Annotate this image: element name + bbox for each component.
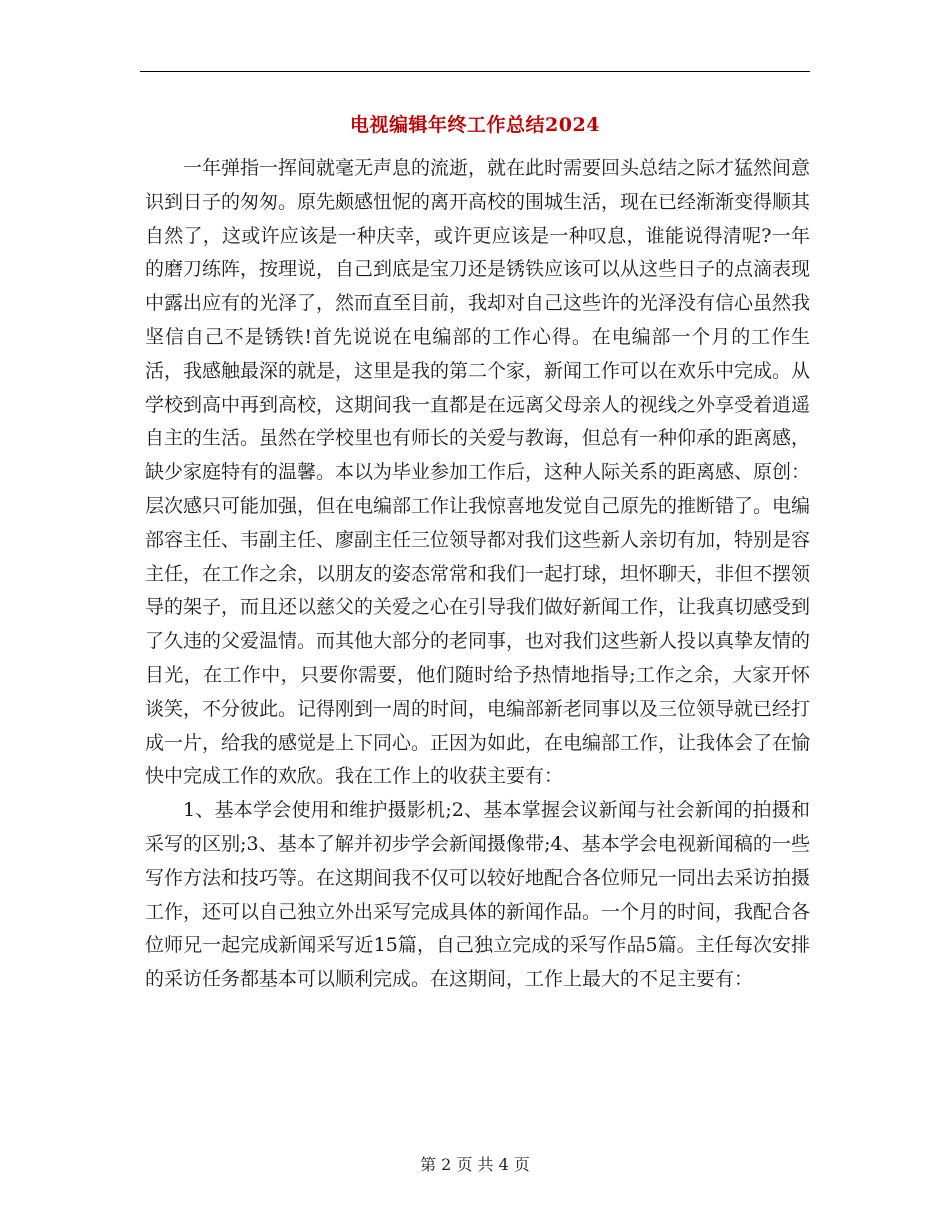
page-number: 第 2 页 共 4 页 [420,1155,530,1174]
document-title: 电视编辑年终工作总结2024 [350,114,600,136]
paragraph-gains: 1、基本学会使用和维护摄影机;2、基本掌握会议新闻与社会新闻的拍摄和采写的区别;3、基本了解并初步学会新闻摄像带;4、基本学会电视新闻稿的一些写作方法和技巧等。在这期间我不仅可以较好地配合各位师兄一同出去采访拍摄工作，还可以自己独立外出采写完成具体的新闻作品。一个月的时间，我配合各位师兄一起完成新闻采写近15篇，自己独立完成的采写作品5篇。主任每次安排的采访任务都基本可以顺利完成。在这期间，工作上最大的不足主要有： [145,799,811,991]
header-rule [140,71,810,72]
paragraph-intro: 一年弹指一挥间就毫无声息的流逝，就在此时需要回头总结之际才猛然间意识到日子的匆匆。原先颇感忸怩的离开高校的围城生活，现在已经渐渐变得顺其自然了，这或许应该是一种庆幸，或许更应该是一种叹息，谁能说得清呢?一年的磨刀练阵，按理说，自己到底是宝刀还是锈铁应该可以从这些日子的点滴表现中露出应有的光泽了，然而直至目前，我却对自己这些许的光泽没有信心虽然我坚信自己不是锈铁!首先说说在电编部的工作心得。在电编部一个月的工作生活，我感触最深的就是，这里是我的第二个家，新闻工作可以在欢乐中完成。从学校到高中再到高校，这期间我一直都是在远离父母亲人的视线之外享受着逍遥自主的生活。虽然在学校里也有师长的关爱与教诲，但总有一种仰承的距离感，缺少家庭特有的温馨。本以为毕业参加工作后，这种人际关系的距离感、原创： 层次感只可能加强，但在电编部工作让我惊喜地发觉自己原先的推断错了。电编部容主任、韦副主任、廖副主任三位领导都对我们这些新人亲切有加，特别是容主任，在工作之余，以朋友的姿态常常和我们一起打球，坦怀聊天，非但不摆领导的架子，而且还以慈父的关爱之心在引导我们做好新闻工作，让我真切感受到了久违的父爱温情。而其他大部分的老同事，也对我们这些新人投以真挚友情的目光，在工作中，只要你需要，他们随时给予热情地指导;工作之余，大家开怀谈笑，不分彼此。记得刚到一周的时间，电编部新老同事以及三位领导就已经打成一片，给我的感觉是上下同心。正因为如此，在电编部工作，让我体会了在愉快中完成工作的欢欣。我在工作上的收获主要有： [145,157,811,788]
page-footer [0,1153,950,1177]
document-body [145,152,810,997]
